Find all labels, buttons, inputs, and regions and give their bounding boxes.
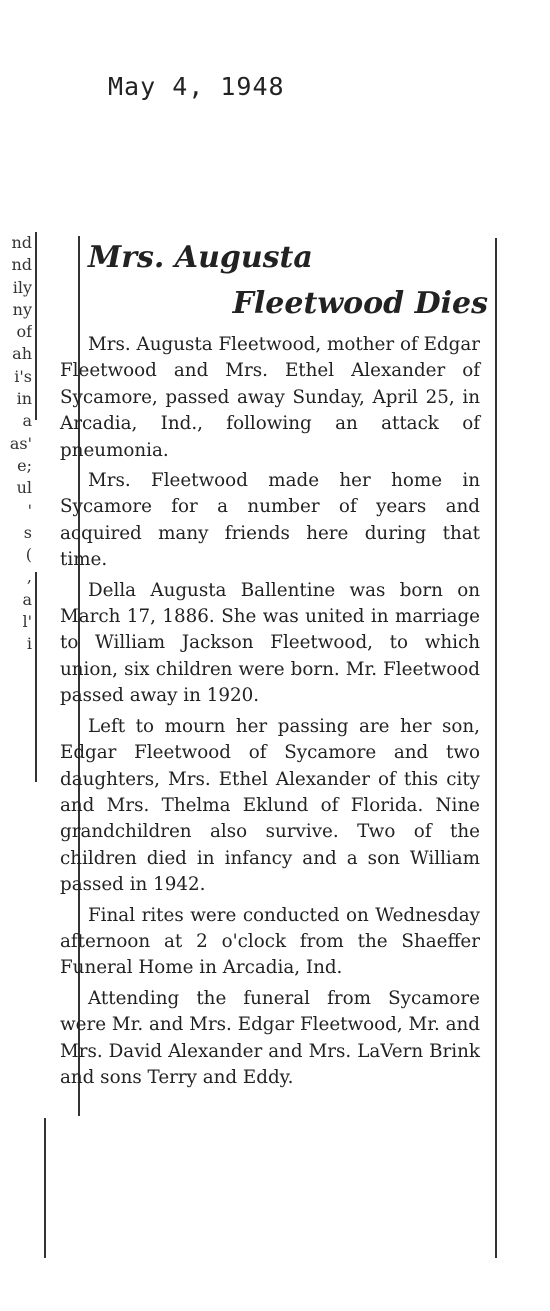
fragment: e; <box>17 455 32 475</box>
obituary-article <box>60 238 488 1091</box>
column-rule <box>35 232 37 420</box>
article-body <box>60 332 480 1091</box>
article-paragraph: Attending the funeral from Sycamore were Mr. and Mrs. Edgar Fleetwood, Mr. and Mrs. David Alexander and Mrs. LaVern Brink and sons Terry and Eddy. <box>60 987 480 1088</box>
fragment: i <box>26 634 32 654</box>
article-paragraph: Mrs. Augusta Fleetwood, mother of Edgar Fleetwood and Mrs. Ethel Alexander of Sycamore, passed away Sunday, April 25, in Arcadia, Ind., following an attack of pneumonia. <box>60 334 480 461</box>
fragment: ul <box>16 478 32 498</box>
fragment: in <box>16 389 32 409</box>
fragment: l' <box>22 612 32 632</box>
fragment: ' <box>27 500 32 520</box>
fragment: s <box>23 522 32 542</box>
article-paragraph: Left to mourn her passing are her son, Edgar Fleetwood of Sycamore and two daughters, Mrs. Ethel Alexander of this city and Mrs. Thelma Eklund of Florida. Nine grandchildren also survive. Two of the children died in infancy and a son William passed in 1942. <box>60 715 480 896</box>
fragment: nd <box>11 255 32 275</box>
fragment: as' <box>9 433 32 453</box>
article-paragraph: Mrs. Fleetwood made her home in Sycamore for a number of years and acquired many friends here during that time. <box>60 470 480 571</box>
article-paragraph: Final rites were conducted on Wednesday afternoon at 2 o'clock from the Shaeffer Funeral Home in Arcadia, Ind. <box>60 904 480 979</box>
clipping-date: May 4, 1948 <box>108 72 285 101</box>
fragment: a <box>22 411 32 431</box>
headline-line-2: Fleetwood Dies <box>232 286 488 321</box>
fragment: nd <box>11 233 32 252</box>
column-rule <box>495 238 497 1258</box>
fragment: ah <box>12 344 32 364</box>
fragment: a <box>22 589 32 609</box>
adjacent-column-fragments <box>0 232 32 656</box>
column-rule <box>44 1118 46 1258</box>
article-headline <box>60 238 488 324</box>
fragment: ( <box>25 545 32 565</box>
fragment: of <box>16 322 32 342</box>
fragment: i's <box>14 366 32 386</box>
fragment: ny <box>12 299 32 319</box>
column-rule <box>35 572 37 782</box>
article-paragraph: Della Augusta Ballentine was born on March 17, 1886. She was united in marriage to William Jackson Fleetwood, to which union, six children were born. Mr. Fleetwood passed away in 1920. <box>60 579 480 707</box>
fragment: , <box>26 567 32 587</box>
headline-line-1: Mrs. Augusta <box>88 240 313 275</box>
fragment: ily <box>12 277 32 297</box>
